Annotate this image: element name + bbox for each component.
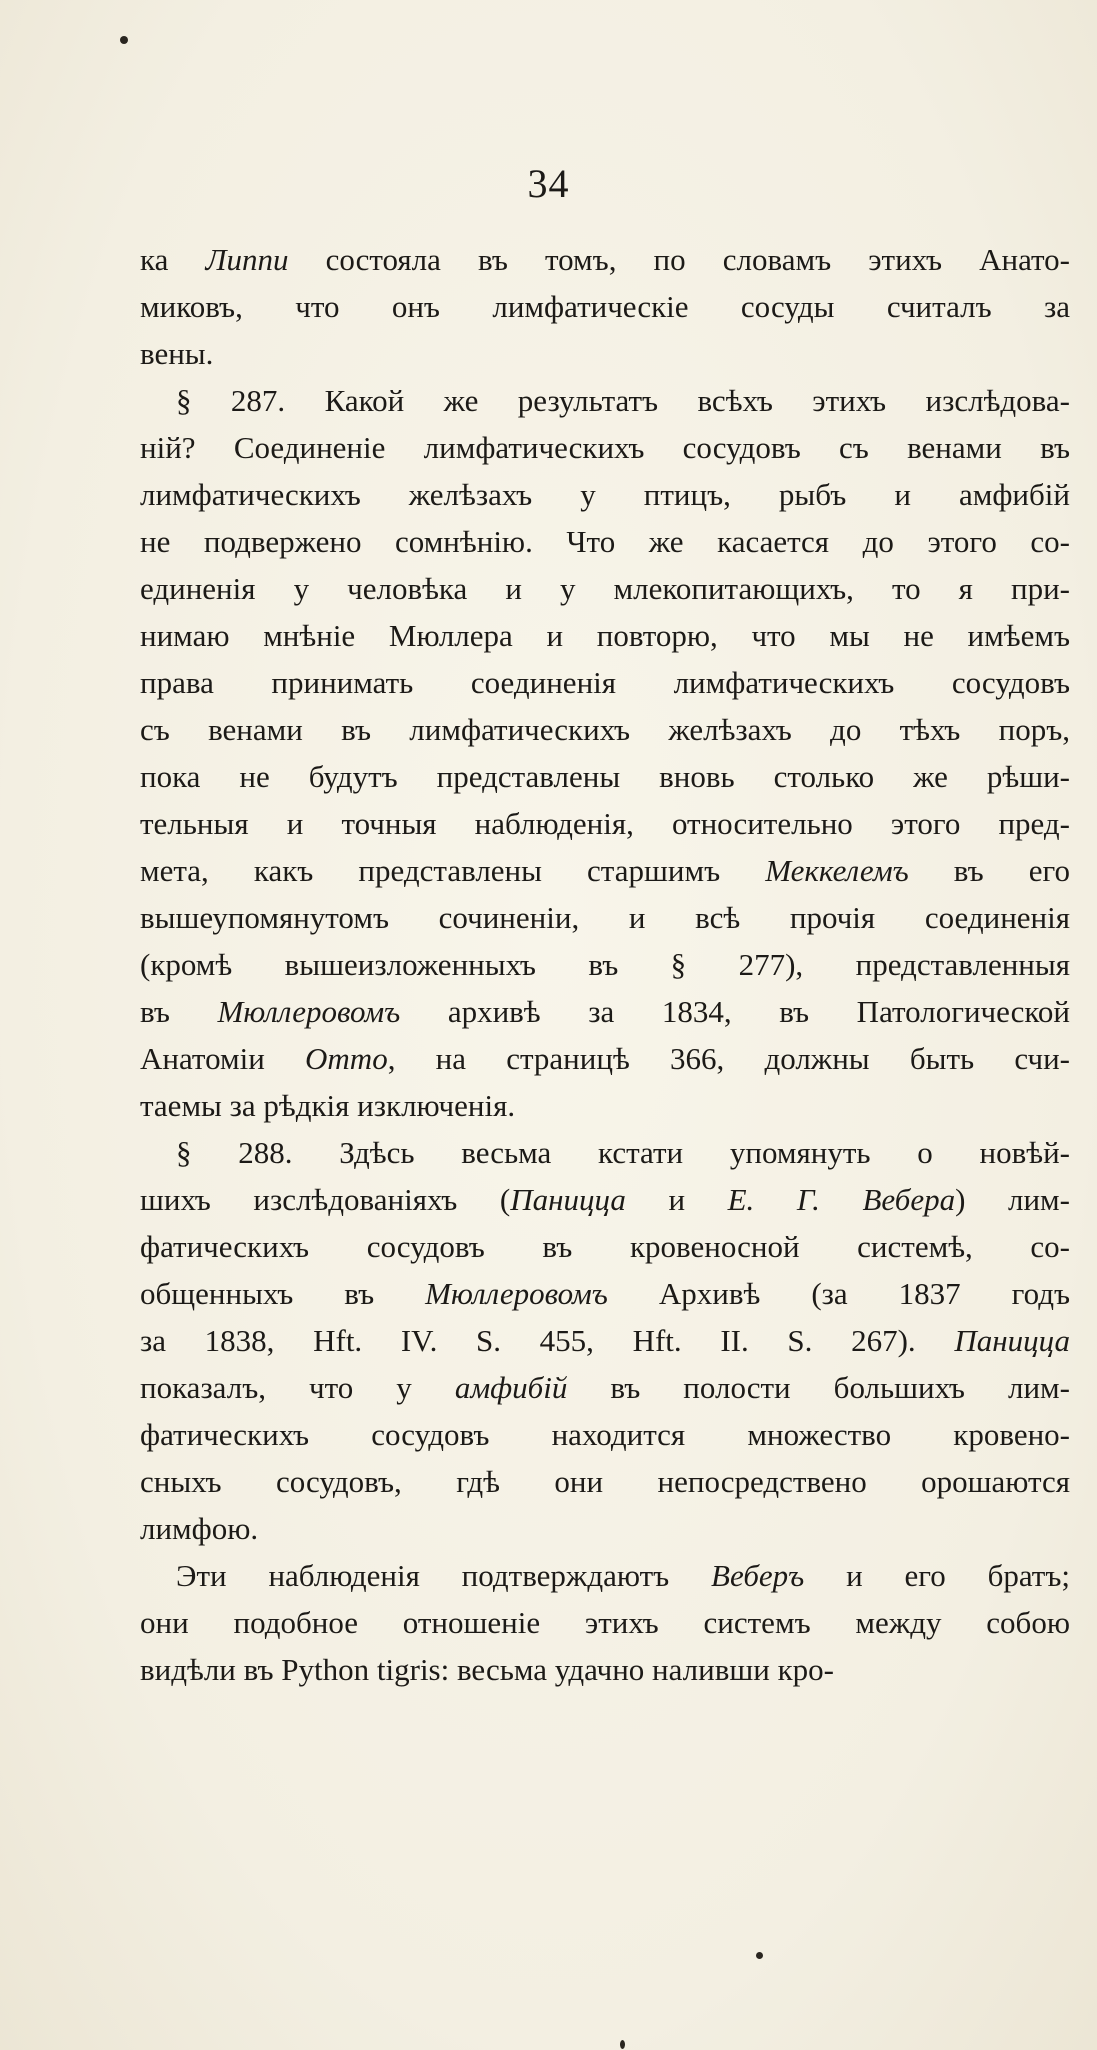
text-line <box>140 1599 1070 1646</box>
italic-name: Паницца <box>510 1182 626 1217</box>
text-run: (кромѣ вышеизложенныхъ въ § 277), представленныя <box>140 947 1070 982</box>
italic-name: Мюллеровомъ <box>217 994 401 1029</box>
text-run: ) лим- <box>955 1182 1070 1217</box>
text-run: Эти наблюденія подтверждаютъ <box>176 1558 712 1593</box>
text-run: лимфою. <box>140 1511 259 1546</box>
text-run: за 1838, Hft. IV. S. 455, Hft. II. S. 267). <box>140 1323 955 1358</box>
text-run: ка <box>140 242 206 277</box>
text-run: Архивѣ (за 1837 годъ <box>607 1276 1070 1311</box>
text-run: видѣли въ Python tigris: весьма удачно наливши кро- <box>140 1652 834 1687</box>
italic-name: Е. Г. Вебера <box>727 1182 956 1217</box>
text-line <box>140 1223 1070 1270</box>
text-line <box>140 283 1070 330</box>
text-line <box>140 894 1070 941</box>
text-run: вены. <box>140 336 214 371</box>
text-line <box>140 706 1070 753</box>
text-run: общенныхъ въ <box>140 1276 426 1311</box>
italic-name: Веберъ <box>711 1558 805 1593</box>
text-run: архивѣ за 1834, въ Патологической <box>400 994 1070 1029</box>
page-number: 34 <box>527 161 570 206</box>
text-run: ній? Соединеніе лимфатическихъ сосудовъ съ венами въ <box>140 430 1070 465</box>
text-run: единенія у человѣка и у млекопитающихъ, то я при- <box>140 571 1070 606</box>
ink-speck <box>620 2040 625 2049</box>
italic-name: Паницца <box>954 1323 1070 1358</box>
text-line <box>140 659 1070 706</box>
text-line <box>140 1270 1070 1317</box>
text-run: и его братъ; <box>804 1558 1070 1593</box>
text-line <box>140 941 1070 988</box>
text-run: пока не будутъ представлены вновь столько же рѣши- <box>140 759 1070 794</box>
text-run: и <box>625 1182 728 1217</box>
text-line <box>140 424 1070 471</box>
italic-name: Отто <box>305 1041 388 1076</box>
text-line <box>140 471 1070 518</box>
text-run: таемы за рѣдкія изключенія. <box>140 1088 516 1123</box>
text-run: тельныя и точныя наблюденія, относительно этого пред- <box>140 806 1070 841</box>
text-run: лимфатическихъ желѣзахъ у птицъ, рыбъ и амфибій <box>140 477 1070 512</box>
text-line <box>140 1176 1070 1223</box>
text-line <box>140 612 1070 659</box>
text-line <box>140 565 1070 612</box>
text-line <box>140 753 1070 800</box>
text-run: § 287. Какой же результатъ всѣхъ этихъ изслѣдова- <box>176 383 1070 418</box>
text-run: фатическихъ сосудовъ находится множество кровено- <box>140 1417 1070 1452</box>
text-run: они подобное отношеніе этихъ системъ между собою <box>140 1605 1070 1640</box>
text-line <box>140 800 1070 847</box>
text-run: , на страницѣ 366, должны быть счи- <box>387 1041 1070 1076</box>
ink-speck <box>756 1952 763 1959</box>
text-run: мета, какъ представлены старшимъ <box>140 853 766 888</box>
text-line <box>140 1458 1070 1505</box>
text-line <box>140 1035 1070 1082</box>
text-line <box>140 847 1070 894</box>
text-run: права принимать соединенія лимфатическихъ сосудовъ <box>140 665 1070 700</box>
text-run: въ его <box>908 853 1070 888</box>
text-line <box>140 988 1070 1035</box>
italic-name: Липпи <box>205 242 289 277</box>
text-line <box>140 236 1070 283</box>
text-run: состояла въ томъ, по словамъ этихъ Анато- <box>288 242 1071 277</box>
text-line <box>140 1129 1070 1176</box>
text-line <box>140 1364 1070 1411</box>
text-run: сныхъ сосудовъ, гдѣ они непосредствено орошаются <box>140 1464 1070 1499</box>
text-run: фатическихъ сосудовъ въ кровеносной системѣ, со- <box>140 1229 1070 1264</box>
text-run: не подвержено сомнѣнію. Что же касается до этого со- <box>140 524 1070 559</box>
text-run: § 288. Здѣсь весьма кстати упомянуть о новѣй- <box>176 1135 1070 1170</box>
italic-name: Меккелемъ <box>765 853 909 888</box>
text-line <box>140 330 1070 377</box>
italic-name: Мюллеровомъ <box>425 1276 608 1311</box>
body-text <box>140 236 1070 1693</box>
italic-name: амфибій <box>454 1370 568 1405</box>
text-run: показалъ, что у <box>140 1370 455 1405</box>
text-line <box>140 377 1070 424</box>
text-run: съ венами въ лимфатическихъ желѣзахъ до тѣхъ поръ, <box>140 712 1070 747</box>
text-run: шихъ изслѣдованіяхъ ( <box>140 1182 511 1217</box>
text-line <box>140 1505 1070 1552</box>
text-line <box>140 518 1070 565</box>
text-run: въ полости большихъ лим- <box>567 1370 1070 1405</box>
text-run: въ <box>140 994 218 1029</box>
text-line <box>140 1646 1070 1693</box>
text-run: миковъ, что онъ лимфатическіе сосуды считалъ за <box>140 289 1070 324</box>
text-line <box>140 1082 1070 1129</box>
text-line <box>140 1411 1070 1458</box>
text-run: Анатоміи <box>140 1041 306 1076</box>
text-line <box>140 1317 1070 1364</box>
ink-speck <box>120 36 128 44</box>
text-run: вышеупомянутомъ сочиненіи, и всѣ прочія соединенія <box>140 900 1070 935</box>
text-line <box>140 1552 1070 1599</box>
text-run: нимаю мнѣніе Мюллера и повторю, что мы не имѣемъ <box>140 618 1070 653</box>
